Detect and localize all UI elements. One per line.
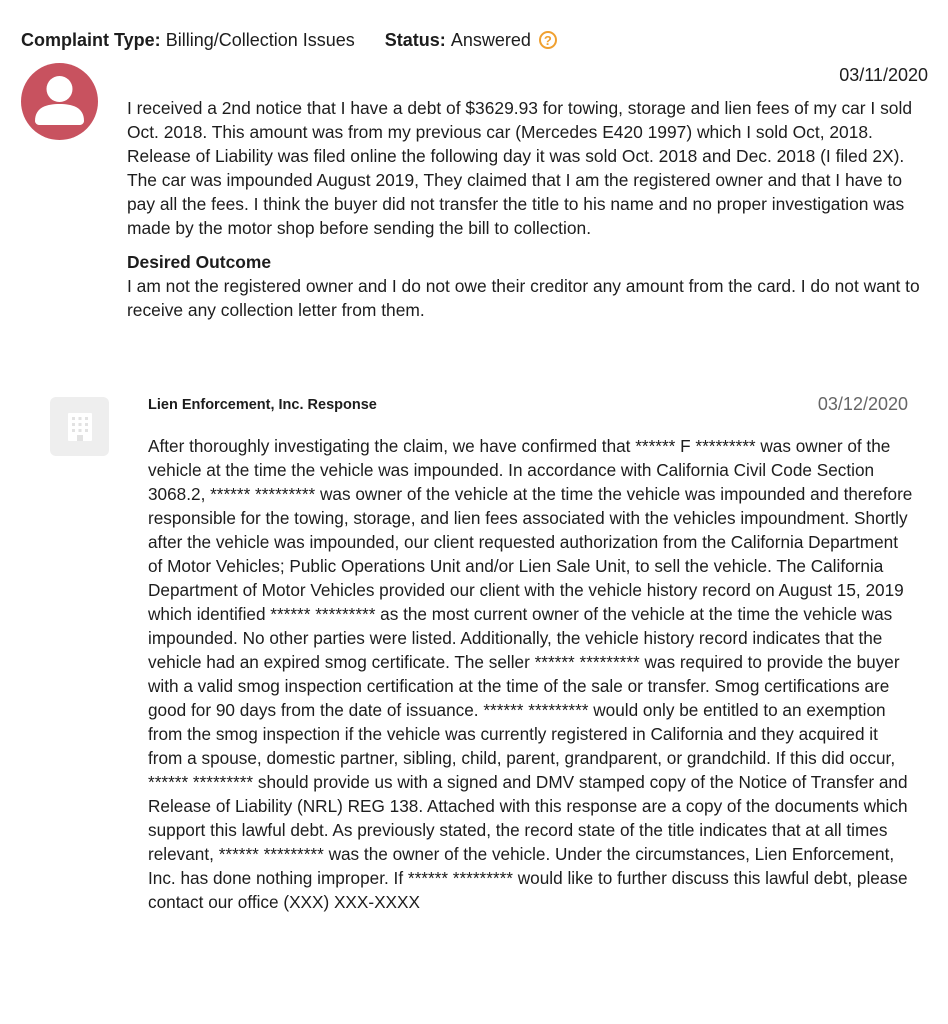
response-title: Lien Enforcement, Inc. Response	[148, 397, 377, 413]
complaint-type-value: Billing/Collection Issues	[165, 30, 355, 50]
desired-outcome-title: Desired Outcome	[127, 252, 271, 272]
complaint-header	[21, 28, 557, 52]
complaint-date: 03/11/2020	[839, 65, 928, 85]
complaint-body	[127, 96, 927, 322]
status-value: Answered	[450, 30, 531, 50]
building-icon	[50, 397, 109, 456]
complaint-text: I received a 2nd notice that I have a debt of $3629.93 for towing, storage and lien fees of my car I sold Oct. 2018. This amount was from my previous car (Mercedes E420 1997) which I sold Oct, 2018. Release of Liability was filed online the following day it was sold Oct. 2018 and Dec. 2018 (I filed 2X). The car was impounded August 2019, They claimed that I am the registered owner and that I have to pay all the fees. I think the buyer did not transfer the title to his name and no proper investigation was made by the motor shop before sending the bill to collection.	[127, 98, 912, 238]
response-date: 03/12/2020	[817, 394, 908, 414]
response-text: After thoroughly investigating the claim, we have confirmed that ****** F ********* was owner of the vehicle at the time the vehicle was impounded. In accordance with California Civil Code Section 3068.2, ****** ********* was owner of the vehicle at the time the vehicle was impounded and therefore responsible for the towing, storage, and lien fees associated with the vehicles impoundment. Shortly after the vehicle was impounded, our client requested authorization from the California Department of Motor Vehicles; Public Operations Unit and/or Lien Sale Unit, to sell the vehicle. The California Department of Motor Vehicles provided our client with the vehicle history record on August 15, 2019 which identified ****** ********* as the most current owner of the vehicle at the time the vehicle was impounded. No other parties were listed. Additionally, the vehicle history record indicates that the vehicle had an expired smog certificate. The seller ****** ********* was required to provide the buyer with a valid smog inspection certification at the time of the sale or transfer. Smog certifications are good for 90 days from the date of issuance. ****** ********* would only be entitled to an exemption from the smog inspection if the vehicle was currently registered in California and they acquired it from a spouse, domestic partner, sibling, child, parent, grandparent, or grandchild. If this did occur, ****** ********* should provide us with a signed and DMV stamped copy of the Notice of Transfer and Release of Liability (NRL) REG 138. Attached with this response are a copy of the documents which support this lawful debt. As previously stated, the record state of the title indicates that at all times relevant, ****** ********* was the owner of the vehicle. Under the circumstances, Lien Enforcement, Inc. has done nothing improper. If ****** ********* would like to further discuss this lawful debt, please contact our office (XXX) XXX-XXXX	[148, 436, 913, 912]
complaint-type-label: Complaint Type:	[21, 30, 161, 50]
status-label: Status:	[384, 30, 446, 50]
question-circle-icon[interactable]: ?	[539, 31, 557, 49]
desired-outcome-text: I am not the registered owner and I do not owe their creditor any amount from the card. I do not want to receive any collection letter from them.	[127, 276, 920, 320]
user-avatar-icon	[21, 63, 98, 140]
